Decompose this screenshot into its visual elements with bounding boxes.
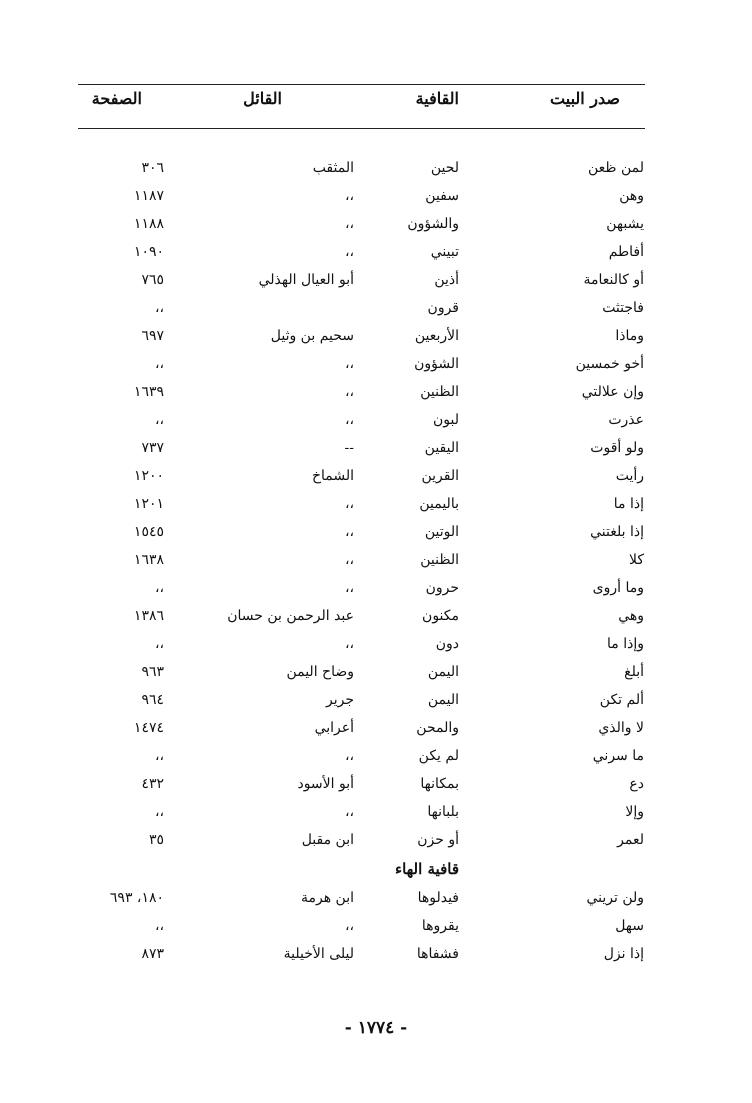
poet-name: سحيم بن وثيل bbox=[270, 328, 354, 344]
poet-name: أبو العيال الهذلي bbox=[258, 272, 354, 288]
table-row bbox=[0, 410, 752, 438]
page-ref: ،، bbox=[154, 636, 164, 652]
page-ref: ١١٨٧ bbox=[133, 188, 164, 204]
verse-start: وإذا ما bbox=[607, 636, 644, 652]
poet-name: ،، bbox=[344, 580, 354, 596]
poet-name: أبو الأسود bbox=[297, 776, 354, 792]
rhyme-word: بمكانها bbox=[420, 776, 459, 792]
header-qail: القائل bbox=[243, 89, 282, 108]
rhyme-word: سفين bbox=[425, 188, 459, 204]
verse-start: لا والذي bbox=[598, 720, 644, 736]
header-page: الصفحة bbox=[91, 89, 142, 108]
verse-start: ما سرني bbox=[592, 748, 644, 764]
page-ref: ٧٣٧ bbox=[141, 440, 164, 456]
rhyme-word: تبيني bbox=[430, 244, 459, 260]
page-ref: ٩٦٣ bbox=[141, 664, 164, 680]
verse-start: وهي bbox=[618, 608, 644, 624]
page-ref: ٣٥ bbox=[148, 832, 164, 848]
verse-start: دع bbox=[629, 776, 644, 792]
verse-start: رأيت bbox=[615, 468, 644, 484]
poet-name: ابن مقبل bbox=[301, 832, 354, 848]
poet-name: ليلى الأخيلية bbox=[283, 946, 354, 962]
rhyme-word: اليمن bbox=[427, 692, 459, 708]
poet-name: أعرابي bbox=[314, 720, 354, 736]
page-ref: ١٥٤٥ bbox=[133, 524, 164, 540]
verse-start: ولو أقوت bbox=[590, 440, 644, 456]
top-rule bbox=[78, 84, 645, 85]
verse-start: أو كالنعامة bbox=[583, 272, 644, 288]
rhyme-word: حرون bbox=[425, 580, 459, 596]
verse-start: وماذا bbox=[615, 328, 644, 344]
poet-name: جرير bbox=[326, 692, 354, 708]
page-ref: ١٠٩٠ bbox=[133, 244, 164, 260]
rhyme-word: اليقين bbox=[424, 440, 459, 456]
page-ref: ١٢٠١ bbox=[133, 496, 164, 512]
rhyme-word: اليمن bbox=[427, 664, 459, 680]
table-row bbox=[0, 888, 752, 916]
page-ref: ٩٦٤ bbox=[141, 692, 164, 708]
rhyme-word: الأربعين bbox=[414, 328, 459, 344]
page-ref: ٣٠٦ bbox=[141, 160, 164, 176]
poet-name: وضاح اليمن bbox=[286, 664, 354, 680]
page-ref: ٤٣٢ bbox=[141, 776, 164, 792]
rhyme-word: فيدلوها bbox=[417, 890, 459, 906]
table-row bbox=[0, 438, 752, 466]
rhyme-word: الظنين bbox=[420, 552, 459, 568]
table-row bbox=[0, 662, 752, 690]
rhyme-word: أذين bbox=[434, 272, 459, 288]
rhyme-word: الوتين bbox=[424, 524, 459, 540]
poet-name: ،، bbox=[344, 524, 354, 540]
poet-name: ،، bbox=[344, 216, 354, 232]
table-row bbox=[0, 326, 752, 354]
table-row bbox=[0, 916, 752, 944]
poet-name: ،، bbox=[344, 496, 354, 512]
page-ref: ،، bbox=[154, 412, 164, 428]
verse-start: أبلغ bbox=[624, 664, 644, 680]
table-row bbox=[0, 382, 752, 410]
page-ref: ،، bbox=[154, 580, 164, 596]
page-ref: ١٤٧٤ bbox=[133, 720, 164, 736]
page-ref: ،، bbox=[154, 918, 164, 934]
table-row bbox=[0, 522, 752, 550]
verse-start: إذا بلغتني bbox=[590, 524, 644, 540]
poet-name: المثقب bbox=[312, 160, 354, 176]
poet-name: عبد الرحمن بن حسان bbox=[227, 608, 354, 624]
table-row bbox=[0, 214, 752, 242]
table-row bbox=[0, 746, 752, 774]
verse-start: إذا ما bbox=[613, 496, 644, 512]
page-ref: ١٨٠، ٦٩٣ bbox=[109, 890, 164, 906]
rhyme-word: باليمين bbox=[419, 496, 459, 512]
page-ref: ،، bbox=[154, 300, 164, 316]
poet-name: ،، bbox=[344, 918, 354, 934]
section-heading-row bbox=[0, 860, 752, 888]
table-row bbox=[0, 802, 752, 830]
table-row bbox=[0, 774, 752, 802]
table-row bbox=[0, 158, 752, 186]
page-ref: ١٦٣٩ bbox=[133, 384, 164, 400]
page-number: - ١٧٧٤ - bbox=[344, 1018, 408, 1038]
verse-start: سهل bbox=[615, 918, 644, 934]
rhyme-word: القرين bbox=[421, 468, 459, 484]
poet-name: ،، bbox=[344, 552, 354, 568]
table-row bbox=[0, 298, 752, 326]
table-row bbox=[0, 270, 752, 298]
header-sadr: صدر البيت bbox=[550, 89, 620, 108]
rhyme-word: الشؤون bbox=[414, 356, 459, 372]
poet-name: ،، bbox=[344, 356, 354, 372]
header-rule bbox=[78, 128, 645, 129]
rhyme-word: لحين bbox=[430, 160, 459, 176]
table-row bbox=[0, 634, 752, 662]
rhyme-word: لم يكن bbox=[418, 748, 459, 764]
table-row bbox=[0, 494, 752, 522]
poet-name: ،، bbox=[344, 748, 354, 764]
table-row bbox=[0, 466, 752, 494]
verse-start: ألم تكن bbox=[599, 692, 644, 708]
poet-name: ،، bbox=[344, 384, 354, 400]
poet-name: ،، bbox=[344, 804, 354, 820]
poet-name: ،، bbox=[344, 412, 354, 428]
table-row bbox=[0, 830, 752, 858]
poet-name: الشماخ bbox=[311, 468, 354, 484]
rhyme-word: أو حزن bbox=[417, 832, 459, 848]
rhyme-word: الظنين bbox=[420, 384, 459, 400]
verse-start: وإلا bbox=[625, 804, 644, 820]
poet-name: ابن هرمة bbox=[300, 890, 354, 906]
table-row bbox=[0, 354, 752, 382]
page-ref: ١٣٨٦ bbox=[133, 608, 164, 624]
table-row bbox=[0, 718, 752, 746]
page-ref: ٨٧٣ bbox=[141, 946, 164, 962]
page-ref: ،، bbox=[154, 356, 164, 372]
page-ref: ١١٨٨ bbox=[133, 216, 164, 232]
page-ref: ،، bbox=[154, 804, 164, 820]
page-ref: ٦٩٧ bbox=[141, 328, 164, 344]
page-ref: ٧٦٥ bbox=[141, 272, 164, 288]
verse-start: وإن علالتي bbox=[581, 384, 644, 400]
table-row bbox=[0, 606, 752, 634]
verse-start: أفاطم bbox=[608, 244, 644, 260]
rhyme-word: والشؤون bbox=[407, 216, 459, 232]
table-row bbox=[0, 242, 752, 270]
section-title: قافية الهاء bbox=[395, 860, 459, 878]
poet-name: ،، bbox=[344, 188, 354, 204]
page-ref: ١٢٠٠ bbox=[133, 468, 164, 484]
rhyme-word: بلبانها bbox=[427, 804, 459, 820]
table-row bbox=[0, 690, 752, 718]
table-row bbox=[0, 578, 752, 606]
verse-start: عذرت bbox=[608, 412, 644, 428]
verse-start: وما أروى bbox=[592, 580, 644, 596]
table-row bbox=[0, 944, 752, 972]
table-row bbox=[0, 186, 752, 214]
rhyme-word: قرون bbox=[427, 300, 459, 316]
verse-start: أخو خمسين bbox=[575, 356, 644, 372]
rhyme-word: يقروها bbox=[421, 918, 459, 934]
poet-name: ،، bbox=[344, 636, 354, 652]
rhyme-word: لبون bbox=[432, 412, 459, 428]
rhyme-word: دون bbox=[435, 636, 459, 652]
poet-name: -- bbox=[344, 440, 354, 456]
table-row bbox=[0, 550, 752, 578]
verse-start: إذا نزل bbox=[603, 946, 644, 962]
verse-start: كلا bbox=[628, 552, 644, 568]
verse-start: لعمر bbox=[617, 832, 644, 848]
header-qafiya: القافية bbox=[415, 89, 459, 108]
verse-start: ولن تريني bbox=[586, 890, 644, 906]
rhyme-word: مكنون bbox=[422, 608, 459, 624]
page-ref: ١٦٣٨ bbox=[133, 552, 164, 568]
page-ref: ،، bbox=[154, 748, 164, 764]
verse-start: فاجتثت bbox=[602, 300, 644, 316]
poet-name: ،، bbox=[344, 244, 354, 260]
rhyme-word: والمحن bbox=[416, 720, 459, 736]
verse-start: وهن bbox=[619, 188, 644, 204]
rhyme-word: فشفاها bbox=[416, 946, 459, 962]
verse-start: لمن ظعن bbox=[587, 160, 644, 176]
verse-start: يشبهن bbox=[606, 216, 644, 232]
